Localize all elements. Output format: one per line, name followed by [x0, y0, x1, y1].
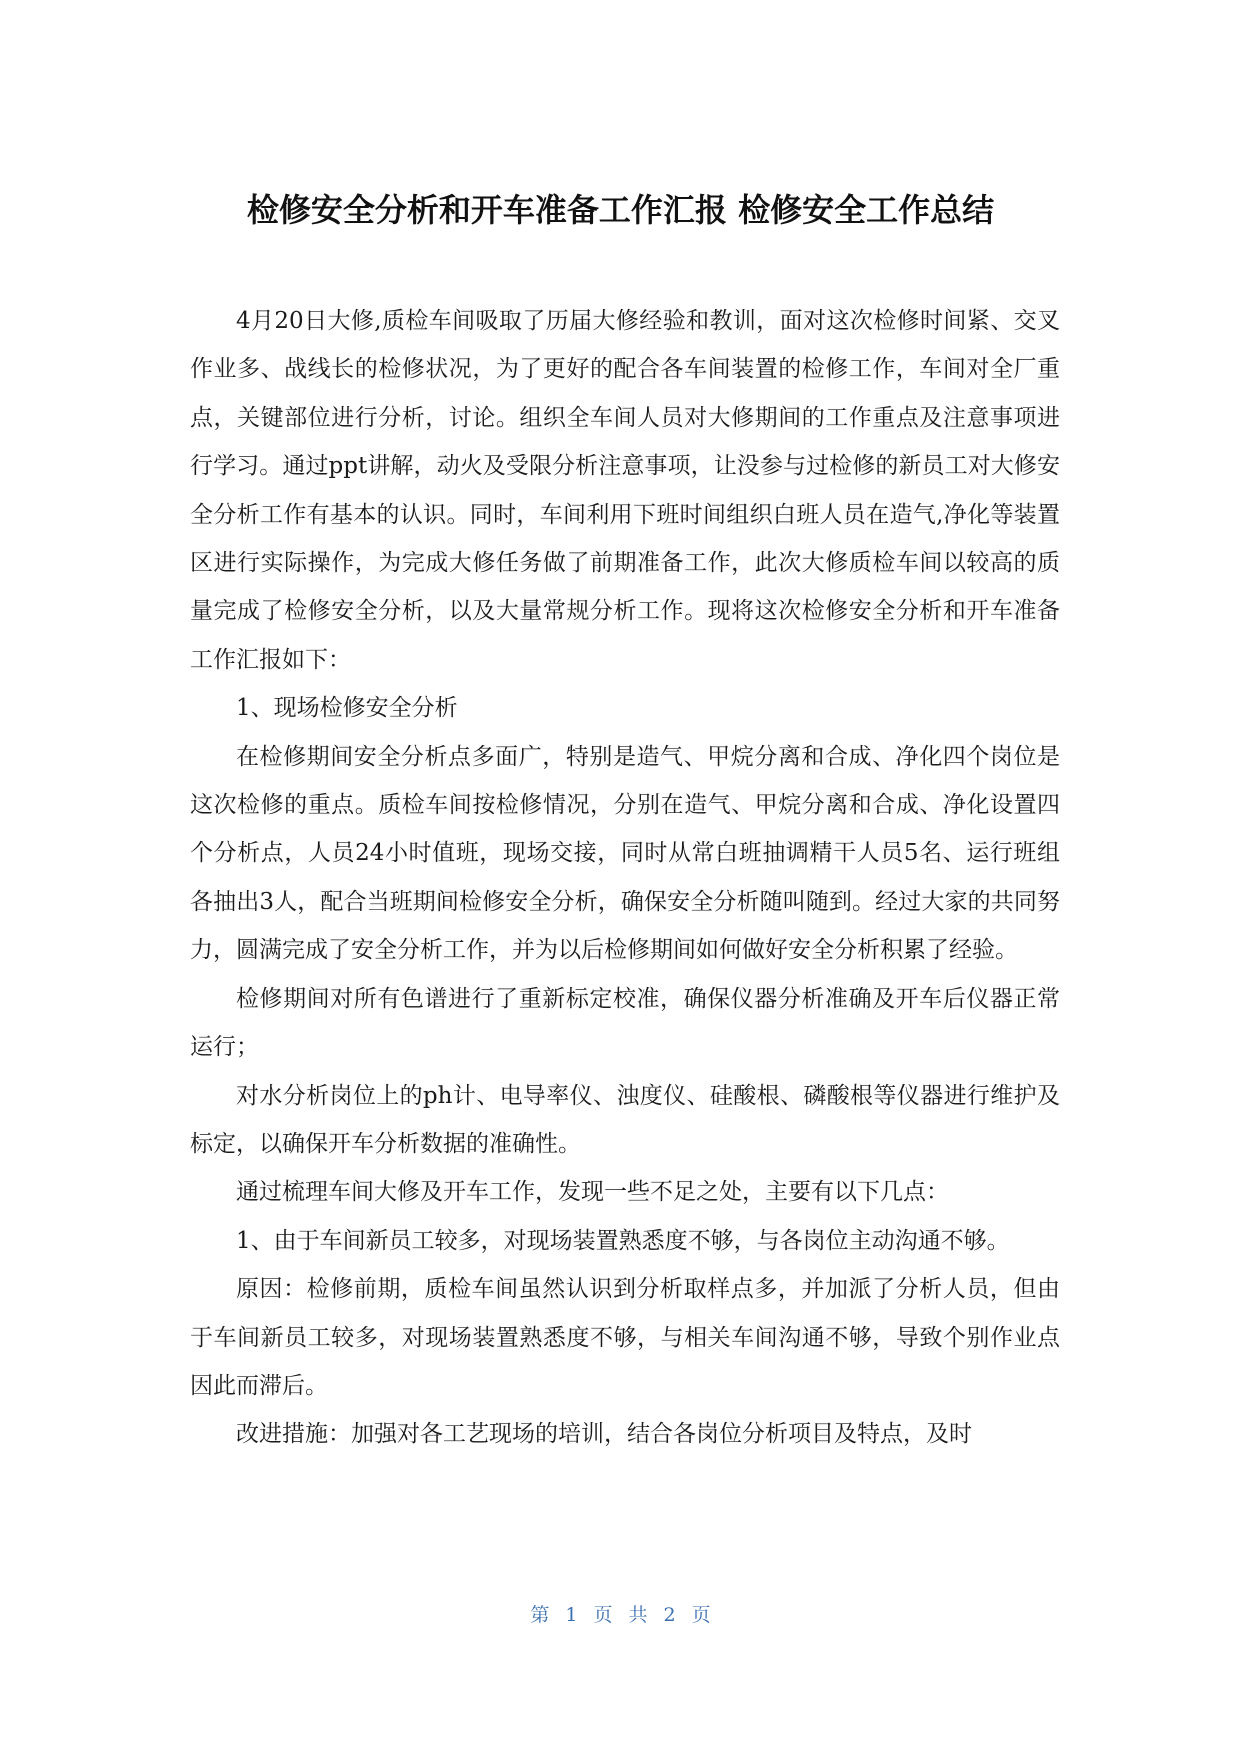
document-title: 检修安全分析和开车准备工作汇报 检修安全工作总结 — [246, 191, 995, 229]
section-heading: 1、现场检修安全分析 — [236, 695, 458, 722]
document-body — [190, 297, 1060, 1459]
paragraph: 改进措施：加强对各工艺现场的培训，结合各岗位分析项目及特点，及时 — [236, 1421, 972, 1448]
paragraph: 原因：检修前期，质检车间虽然认识到分析取样点多，并加派了分析人员，但由于车间新员工较多，对现场装置熟悉度不够，与相关车间沟通不够，导致个别作业点因此而滞后。 — [190, 1276, 1060, 1399]
paragraph: 通过梳理车间大修及开车工作，发现一些不足之处，主要有以下几点： — [236, 1179, 949, 1206]
paragraph: 4月20日大修,质检车间吸取了历届大修经验和教训，面对这次检修时间紧、交叉作业多、战线长的检修状况，为了更好的配合各车间装置的检修工作，车间对全厂重点，关键部位进行分析，讨论。组织全车间人员对大修期间的工作重点及注意事项进行学习。通过ppt讲解，动火及受限分析注意事项，让没参与过检修的新员工对大修安全分析工作有基本的认识。同时，车间利用下班时间组织白班人员在造气,净化等装置区进行实际操作，为完成大修任务做了前期准备工作，此次大修质检车间以较高的质量完成了检修安全分析，以及大量常规分析工作。现将这次检修安全分析和开车准备工作汇报如下： — [190, 308, 1060, 673]
paragraph: 在检修期间安全分析点多面广，特别是造气、甲烷分离和合成、净化四个岗位是这次检修的重点。质检车间按检修情况，分别在造气、甲烷分离和合成、净化设置四个分析点，人员24小时值班，现场交接，同时从常白班抽调精干人员5名、运行班组各抽出3人，配合当班期间检修安全分析，确保安全分析随叫随到。经过大家的共同努力，圆满完成了安全分析工作，并为以后检修期间如何做好安全分析积累了经验。 — [190, 743, 1060, 964]
paragraph: 检修期间对所有色谱进行了重新标定校准，确保仪器分析准确及开车后仪器正常运行； — [190, 985, 1060, 1061]
paragraph: 对水分析岗位上的ph计、电导率仪、浊度仪、硅酸根、磷酸根等仪器进行维护及标定，以确保开车分析数据的准确性。 — [190, 1082, 1060, 1157]
paragraph: 1、由于车间新员工较多，对现场装置熟悉度不够，与各岗位主动沟通不够。 — [236, 1227, 1010, 1254]
page-number-footer: 第 1 页 共 2 页 — [530, 1604, 711, 1626]
